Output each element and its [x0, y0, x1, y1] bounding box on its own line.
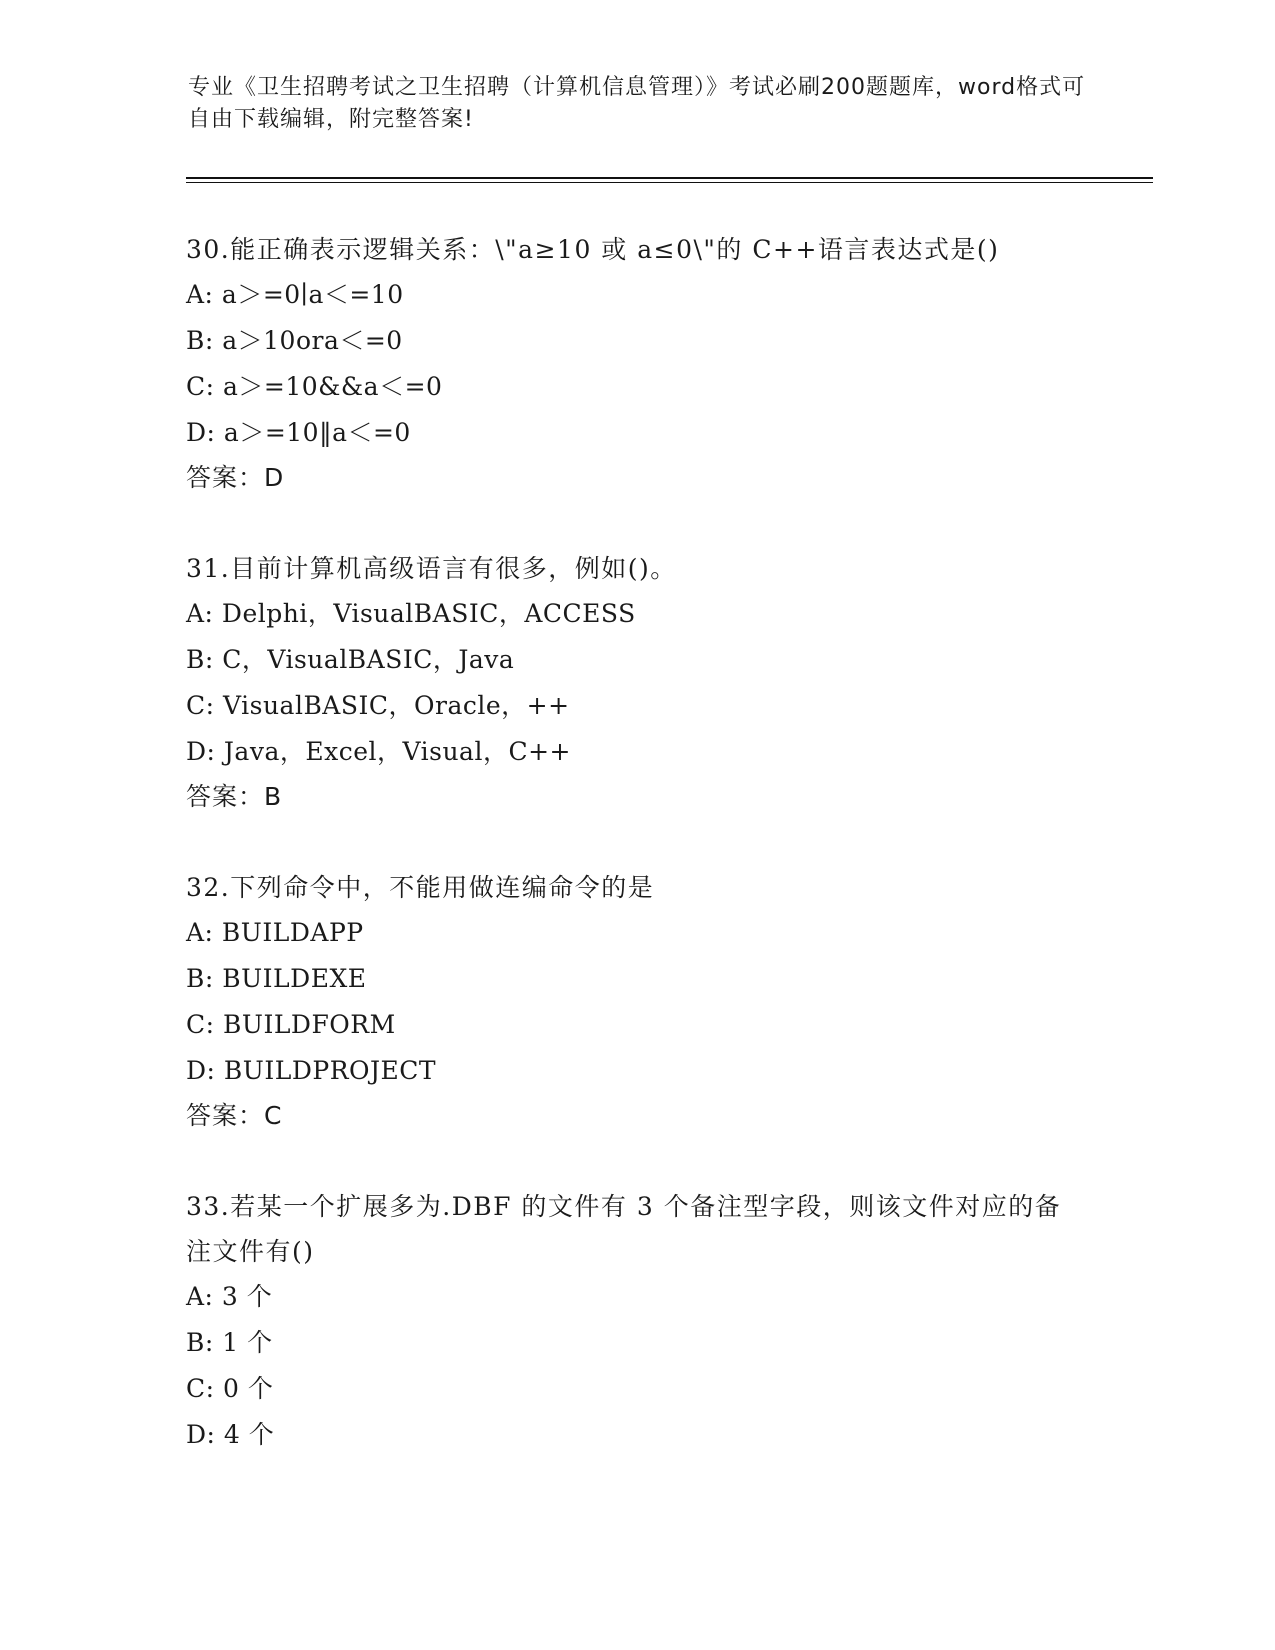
option-b: B: a＞10ora＜=0	[186, 326, 403, 355]
question-title: 30.能正确表示逻辑关系：\"a≥10 或 a≤0\"的 C++语言表达式是()	[186, 235, 1000, 264]
question-title: 32.下列命令中，不能用做连编命令的是	[186, 873, 655, 902]
option-d: D: BUILDPROJECT	[186, 1056, 437, 1085]
question-32	[186, 865, 1086, 1138]
question-33	[186, 1184, 1086, 1458]
header-divider-thick	[186, 177, 1153, 179]
answer: 答案：D	[186, 463, 285, 492]
option-c: C: 0 个	[186, 1374, 274, 1403]
question-31	[186, 546, 1086, 819]
option-b: B: C，VisualBASIC，Java	[186, 645, 515, 674]
option-c: C: a＞=10&&a＜=0	[186, 372, 443, 401]
answer: 答案：B	[186, 782, 283, 811]
option-b: B: 1 个	[186, 1328, 273, 1357]
option-d: D: a＞=10‖a＜=0	[186, 418, 411, 447]
option-c: C: BUILDFORM	[186, 1010, 396, 1039]
option-d: D: Java，Excel，Visual，C++	[186, 737, 571, 766]
answer: 答案：C	[186, 1101, 283, 1130]
document-header: 专业《卫生招聘考试之卫生招聘（计算机信息管理）》考试必刷200题题库，word格式可自由下载编辑，附完整答案!	[188, 75, 1086, 132]
header-divider-thin	[186, 182, 1153, 183]
question-30	[186, 227, 1086, 500]
option-c: C: VisualBASIC，Oracle，++	[186, 691, 570, 720]
option-d: D: 4 个	[186, 1420, 275, 1449]
option-b: B: BUILDEXE	[186, 964, 367, 993]
question-title: 33.若某一个扩展多为.DBF 的文件有 3 个备注型字段，则该文件对应的备注文件有()	[186, 1192, 1062, 1266]
option-a: A: BUILDAPP	[186, 918, 364, 947]
question-title: 31.目前计算机高级语言有很多，例如()。	[186, 554, 677, 583]
option-a: A: 3 个	[186, 1282, 273, 1311]
option-a: A: Delphi，VisualBASIC，ACCESS	[186, 599, 636, 628]
option-a: A: a＞=0∣a＜=10	[186, 280, 404, 309]
